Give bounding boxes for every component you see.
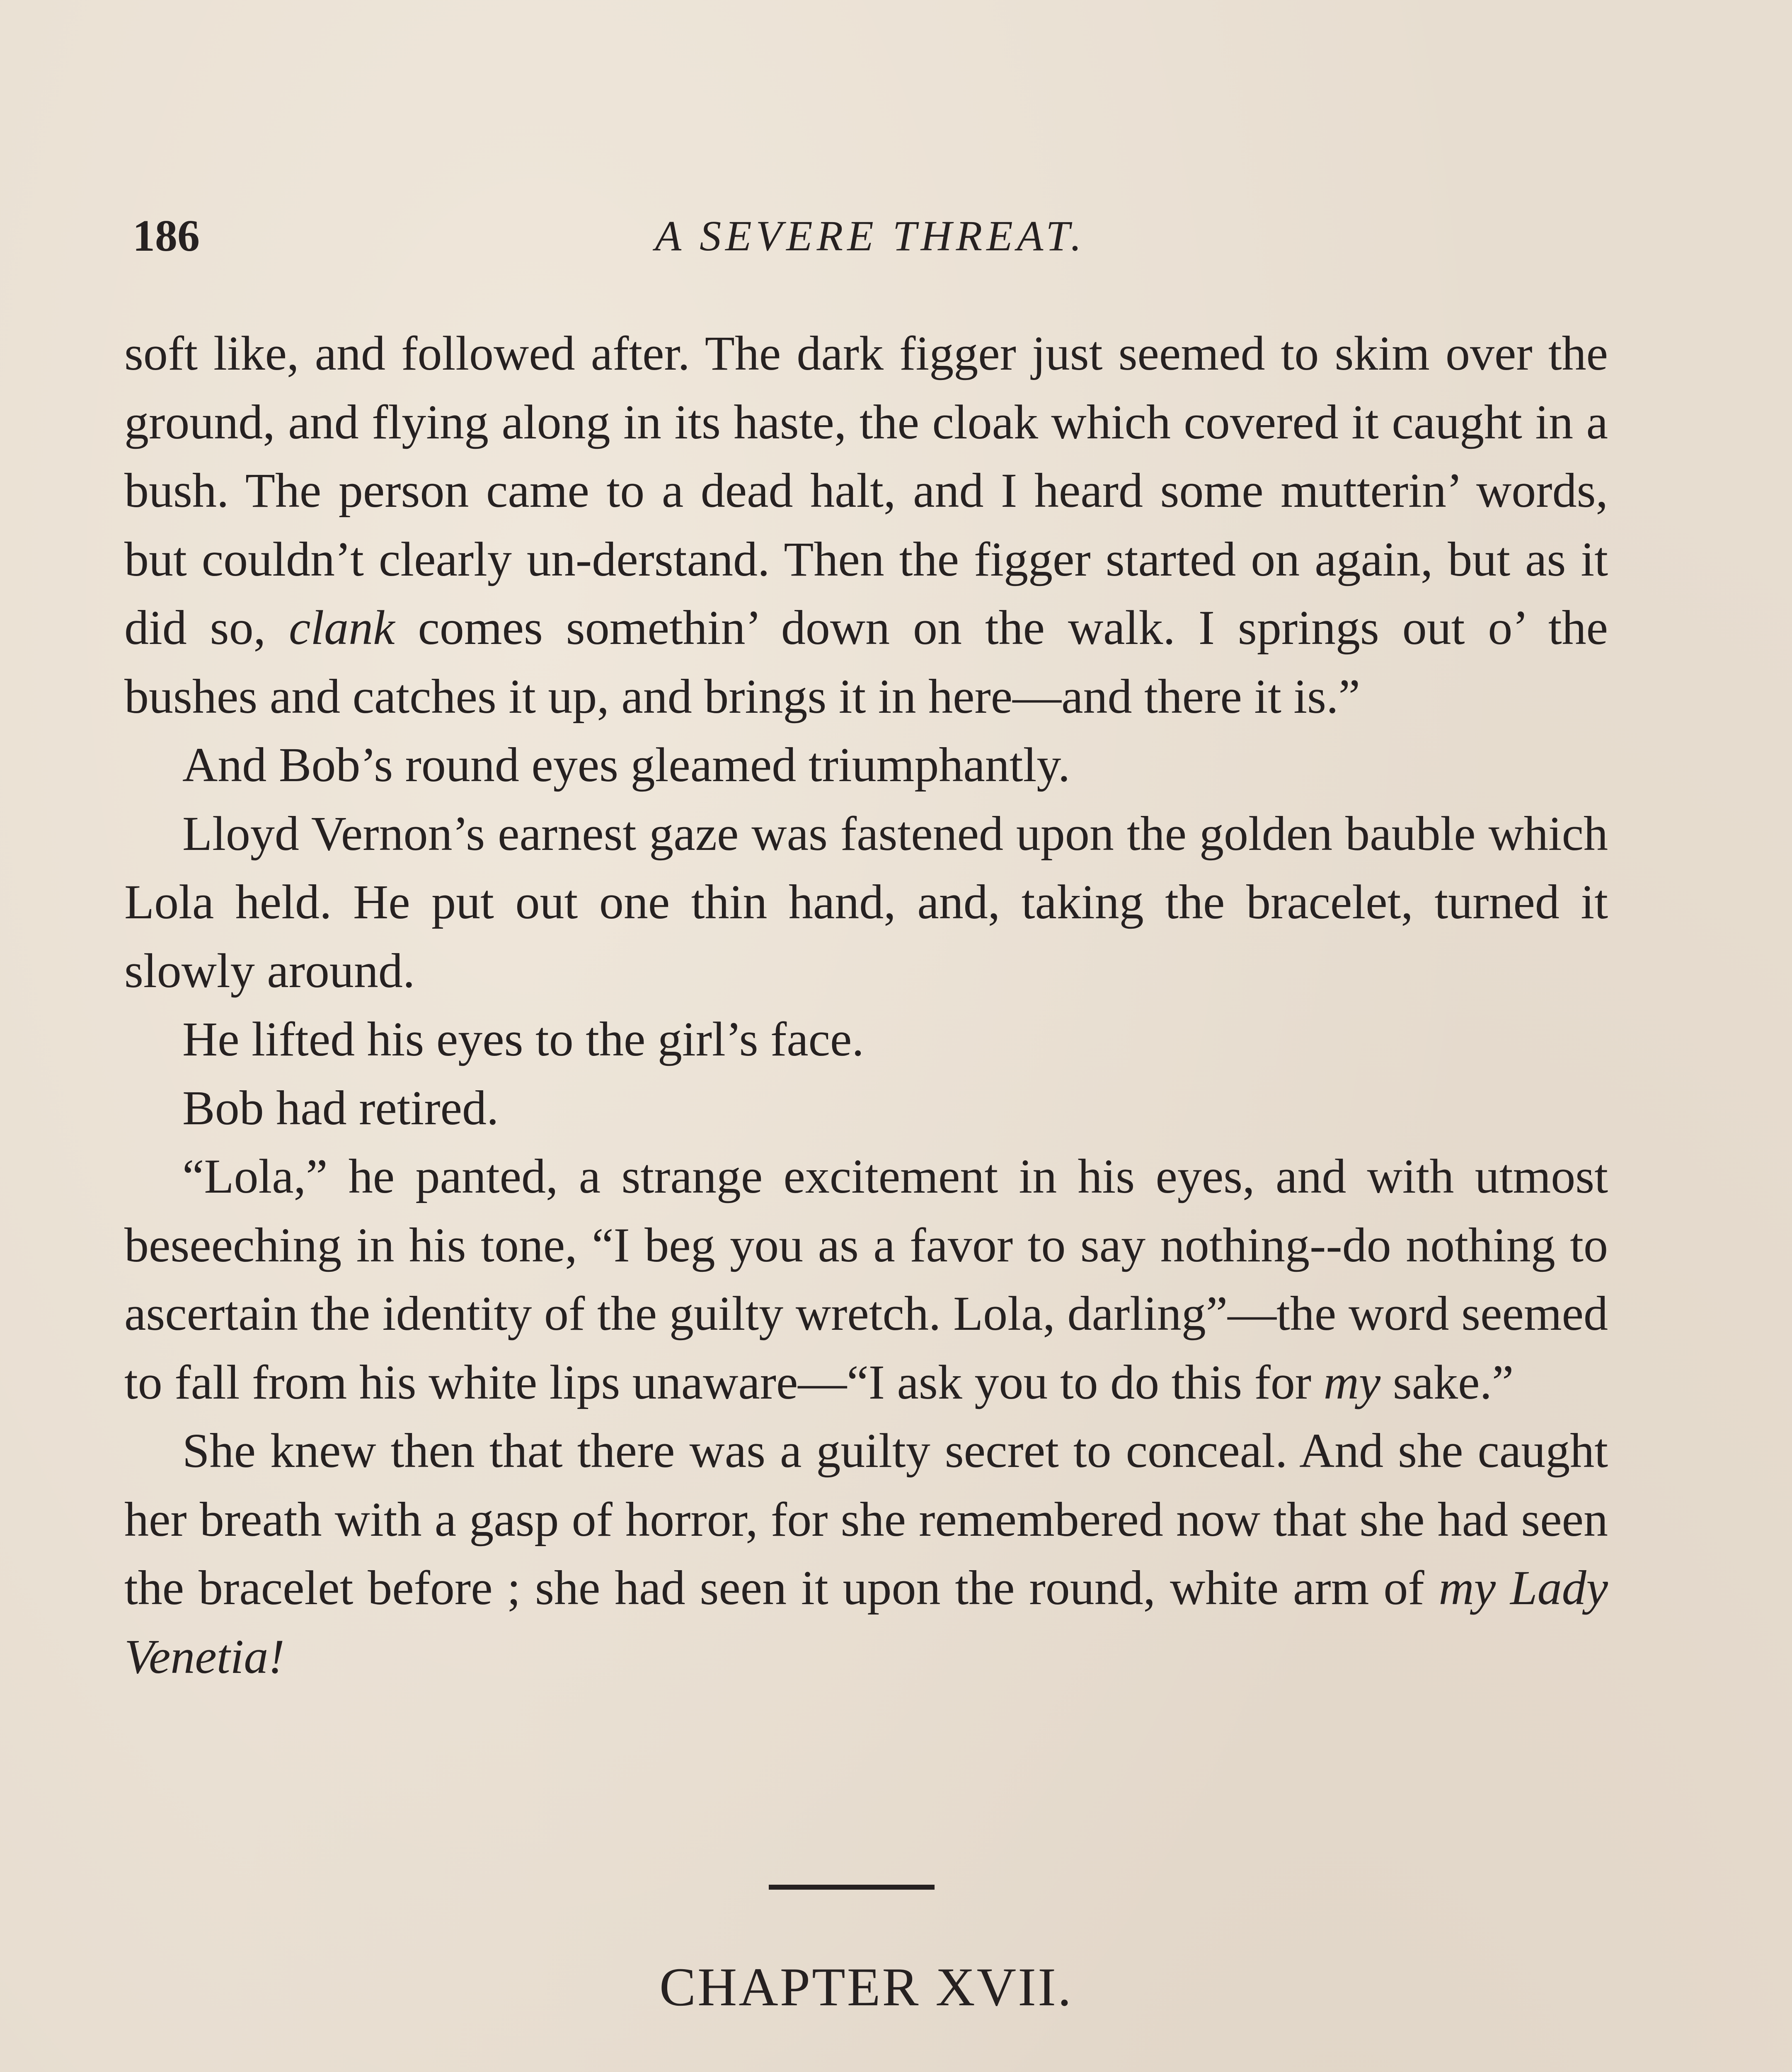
paragraph-1-text: soft like, and followed after. The dark figger just seemed to skim over the ground, and flying along in its haste, the cloak which covered it caught in a bush. The person came to a dead halt, and I heard some mutterin’ words, but couldn’t clearly un-derstand. Then the figger started on again, but as it did so, [124,326,1608,655]
paragraph-1 [124,319,1608,731]
paragraph-7-text: She knew then that there was a guilty secret to conceal. And she caught her breath with a gasp of horror, for she remembered now that she had seen the bracelet before ; she had seen it upon the round, white arm of [124,1423,1608,1615]
running-title: A SEVERE THREAT. [655,212,1086,260]
paragraph-6 [124,1142,1608,1416]
paragraph-6-text: “Lola,” he panted, a strange excitement in his eyes, and with utmost beseeching in his tone, “I beg you as a favor to say nothing--do nothing to ascertain the identity of the guilty wretch. Lola, darling”—the word seemed to fall from his white lips unaware—“I ask you to do this for [124,1149,1608,1409]
page-number: 186 [133,211,200,261]
running-head [133,207,1608,265]
paragraph-6-end: sake.” [1380,1355,1514,1409]
paragraph-1-italic: clank [289,600,395,655]
chapter-title: CHAPTER XVII. [659,1956,1073,2017]
paragraph-1-end: comes somethin’ down on the walk. I springs out o’ the bushes and catches it up, and brings it in here—and there it is.” [124,600,1608,724]
paragraph-7 [124,1416,1608,1691]
body-text [124,319,1608,1691]
paragraph-6-italic: my [1323,1355,1381,1409]
paragraph-3: Lloyd Vernon’s earnest gaze was fastened upon the golden bauble which Lola held. He put out one thin hand, and, taking the bracelet, turned it slowly around. [124,806,1608,998]
section-divider [769,1885,935,1890]
paragraph-2: And Bob’s round eyes gleamed triumphantly. [182,738,1070,792]
paragraph-4: He lifted his eyes to the girl’s face. [182,1012,864,1066]
paragraph-5: Bob had retired. [182,1080,499,1135]
paragraph-7-italic: my Lady Venetia! [124,1561,1608,1684]
